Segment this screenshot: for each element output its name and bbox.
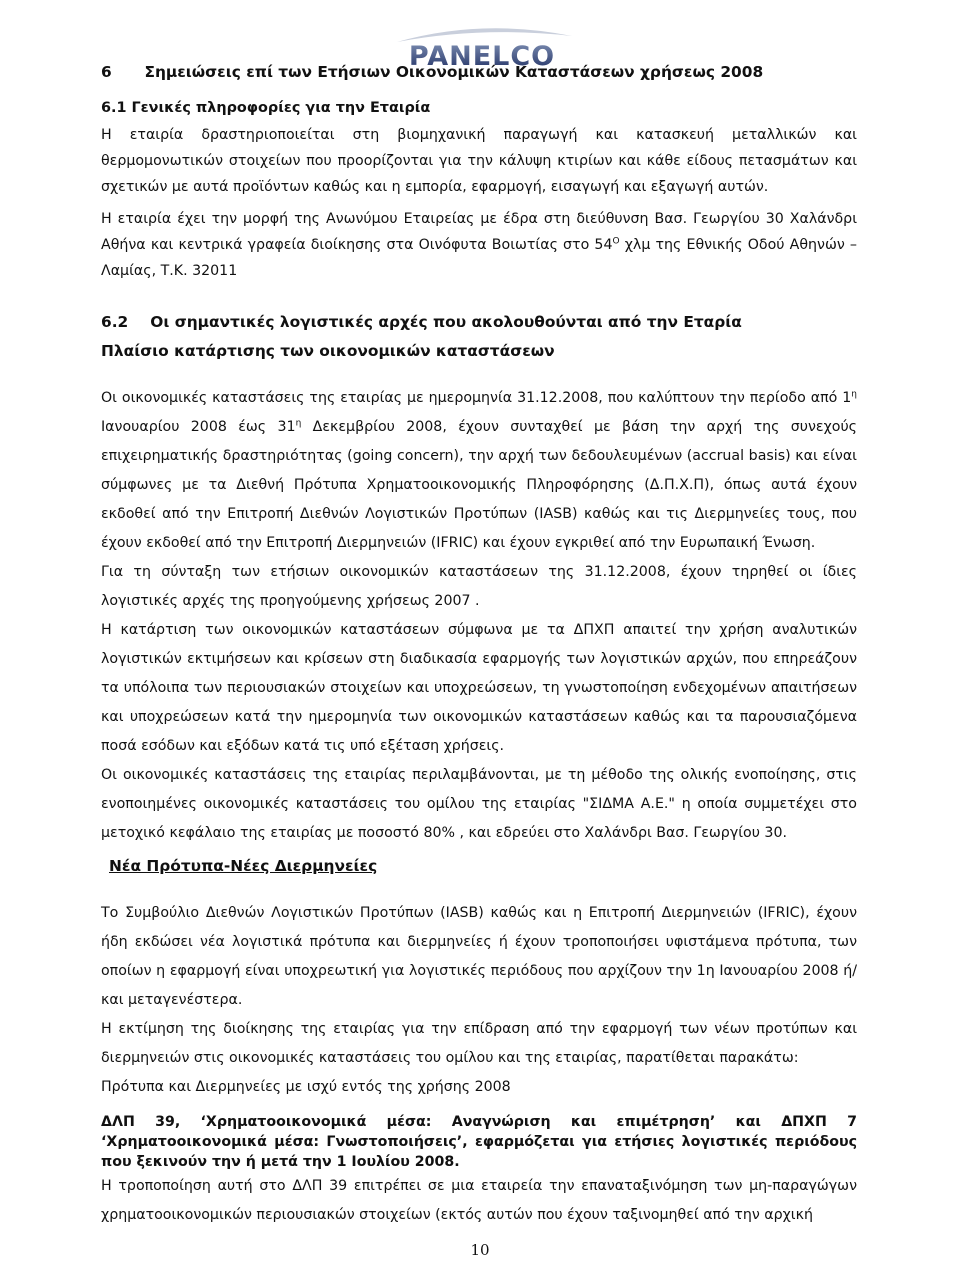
logo-wordmark: PANELCO [408,41,556,72]
prior-year-principles-paragraph: Για τη σύνταξη των ετήσιων οικονομικών καταστάσεων της 31.12.2008, έχουν τηρηθεί οι ίδιες λογιστικές αρχές της προηγούμενης χρήσεως 2007 . [101,564,857,609]
estimates-paragraph: Η κατάρτιση των οικονομικών καταστάσεων σύμφωνα με τα ΔΠΧΠ απαιτεί την χρήση αναλυτικών λογιστικών εκτιμήσεων και κρίσεων στη διαδικασία εφαρμογής των λογιστικών αρχών, που επηρεάζουν τα υπόλοιπα των περιουσιακών στοιχείων και υποχρεώσεων, τη γνωστοποίηση ενδεχομένων απαιτήσεων και υποχρεώσεων κατά την ημερομηνία των οικονομικών καταστάσεων καθώς και τα παρουσιαζόμενα ποσά εσόδων και εξόδων κατά τις υπό εξέταση χρήσεις. [101,622,857,754]
accounting-principles-heading: 6.2 Οι σημαντικές λογιστικές αρχές που ακολουθούνται από την Εταρία [101,313,742,331]
company-activity-paragraph: Η εταιρία δραστηριοποιείται στη βιομηχανική παραγωγή και κατασκευή μεταλλικών και θερμομονωτικών στοιχείων που προορίζονται για την κάλυψη κτιρίων και κάθε είδους πετασμάτων και σχετικών με αυτά προϊόντων καθώς και η εμπορία, εφαρμογή, εισαγωγή και εξαγωγή αυτών. [101,127,857,195]
ias39-amendment-paragraph: Η τροποποίηση αυτή στο ΔΛΠ 39 επιτρέπει σε μια εταιρεία την επαναταξινόμηση των μη-παραγώγων χρηματοοικονομικών περιουσιακών στοιχείων (εκτός αυτών που έχουν ταξινομηθεί από την αρχική [101,1178,857,1223]
new-standards-heading: Νέα Πρότυπα-Νέες Διερμηνείες [109,857,378,875]
iasb-ifric-paragraph: Το Συμβούλιο Διεθνών Λογιστικών Προτύπων (IASB) καθώς και η Επιτροπή Διερμηνειών (IFRIC), έχουν ήδη εκδώσει νέα λογιστικά πρότυπα και διερμηνείες ή έχουν τροποποιήσει υφιστάμενα πρότυπα, των οποίων η εφαρμογή είναι υποχρεωτική για λογιστικές περιόδους που αρχίζουν την 1η Ιανουαρίου 2008 ή/και μεταγενέστερα. [101,905,857,1008]
framework-subheading: Πλαίσιο κατάρτισης των οικονομικών καταστάσεων [101,342,555,360]
financial-statements-paragraph: Οι οικονομικές καταστάσεις της εταιρίας με ημερομηνία 31.12.2008, που καλύπτουν την περίοδο από $1^\eta$ Ιανουαρίου 2008 έως $31^\eta$ Δεκεμβρίου 2008, έχουν συνταχθεί με βάση την αρχή της συνεχούς επιχειρηματικής δραστηριότητας (going concern), την αρχή των δεδουλευμένων (accrual basis) και είναι σύμφωνες με τα Διεθνή Πρότυπα Χρηματοοικονομικής Πληροφόρησης (Δ.Π.Χ.Π), όπως αυτά έχουν εκδοθεί από την Επιτροπή Διεθνών Λογιστικών Προτύπων (IASB) καθώς και τις Διερμηνείες τους, που έχουν εκδοθεί από την Επιτροπή Διερμηνειών (IFRIC) και έχουν εγκριθεί από την Ευρωπαική Ένωση. [101,389,858,551]
document-page [101,58,857,1230]
section-6-title: 6 Σημειώσεις επί των Ετήσιων Οικονομικών Καταστάσεων χρήσεως 2008 [101,63,764,81]
consolidation-paragraph: Οι οικονομικές καταστάσεις της εταιρίας περιλαμβάνονται, με τη μέθοδο της ολικής ενοποίησης, στις ενοποιημένες οικονομικές καταστάσεις του ομίλου της εταιρίας "ΣΙΔΜΑ Α.Ε." η οποία συμμετέχει στο μετοχικό κεφάλαιο της εταιρίας με ποσοστό 80% , και εδρεύει στο Χαλάνδρι Βασ. Γεωργίου 30. [101,767,857,841]
ias39-ifrs7-title: ΔΛΠ 39, ‘Χρηματοοικονομικά μέσα: Αναγνώριση και επιμέτρηση’ και ΔΠΧΠ 7 ‘Χρηματοοικονομικά μέσα: Γνωστοποιήσεις’, εφαρμόζεται για ετήσιες λογιστικές περιόδους που ξεκινούν την ή μετά την 1 Ιουλίου 2008. [101,1114,857,1170]
standards-in-force-line: Πρότυπα και Διερμηνείες με ισχύ εντός της χρήσης 2008 [101,1079,511,1095]
management-assessment-paragraph: Η εκτίμηση της διοίκησης της εταιρίας για την επίδραση από την εφαρμογή των νέων προτύπων και διερμηνειών στις οικονομικές καταστάσεις του ομίλου και της εταιρίας, παρατίθεται παρακάτω: [101,1021,857,1066]
general-info-heading: 6.1 Γενικές πληροφορίες για την Εταιρία [101,100,431,116]
logo-swoosh [397,28,572,42]
company-address-paragraph: Η εταιρία έχει την μορφή της Ανωνύμου Εταιρείας με έδρα στη διεύθυνση Βασ. Γεωργίου 30 Χαλάνδρι Αθήνα και κεντρικά γραφεία διοίκησης στα Οινόφυτα Βοιωτίας στο $54^O$ χλμ της Εθνικής Οδού Αθηνών – Λαμίας, Τ.Κ. 32011 [101,211,857,279]
page-number: 10 [470,1241,490,1259]
